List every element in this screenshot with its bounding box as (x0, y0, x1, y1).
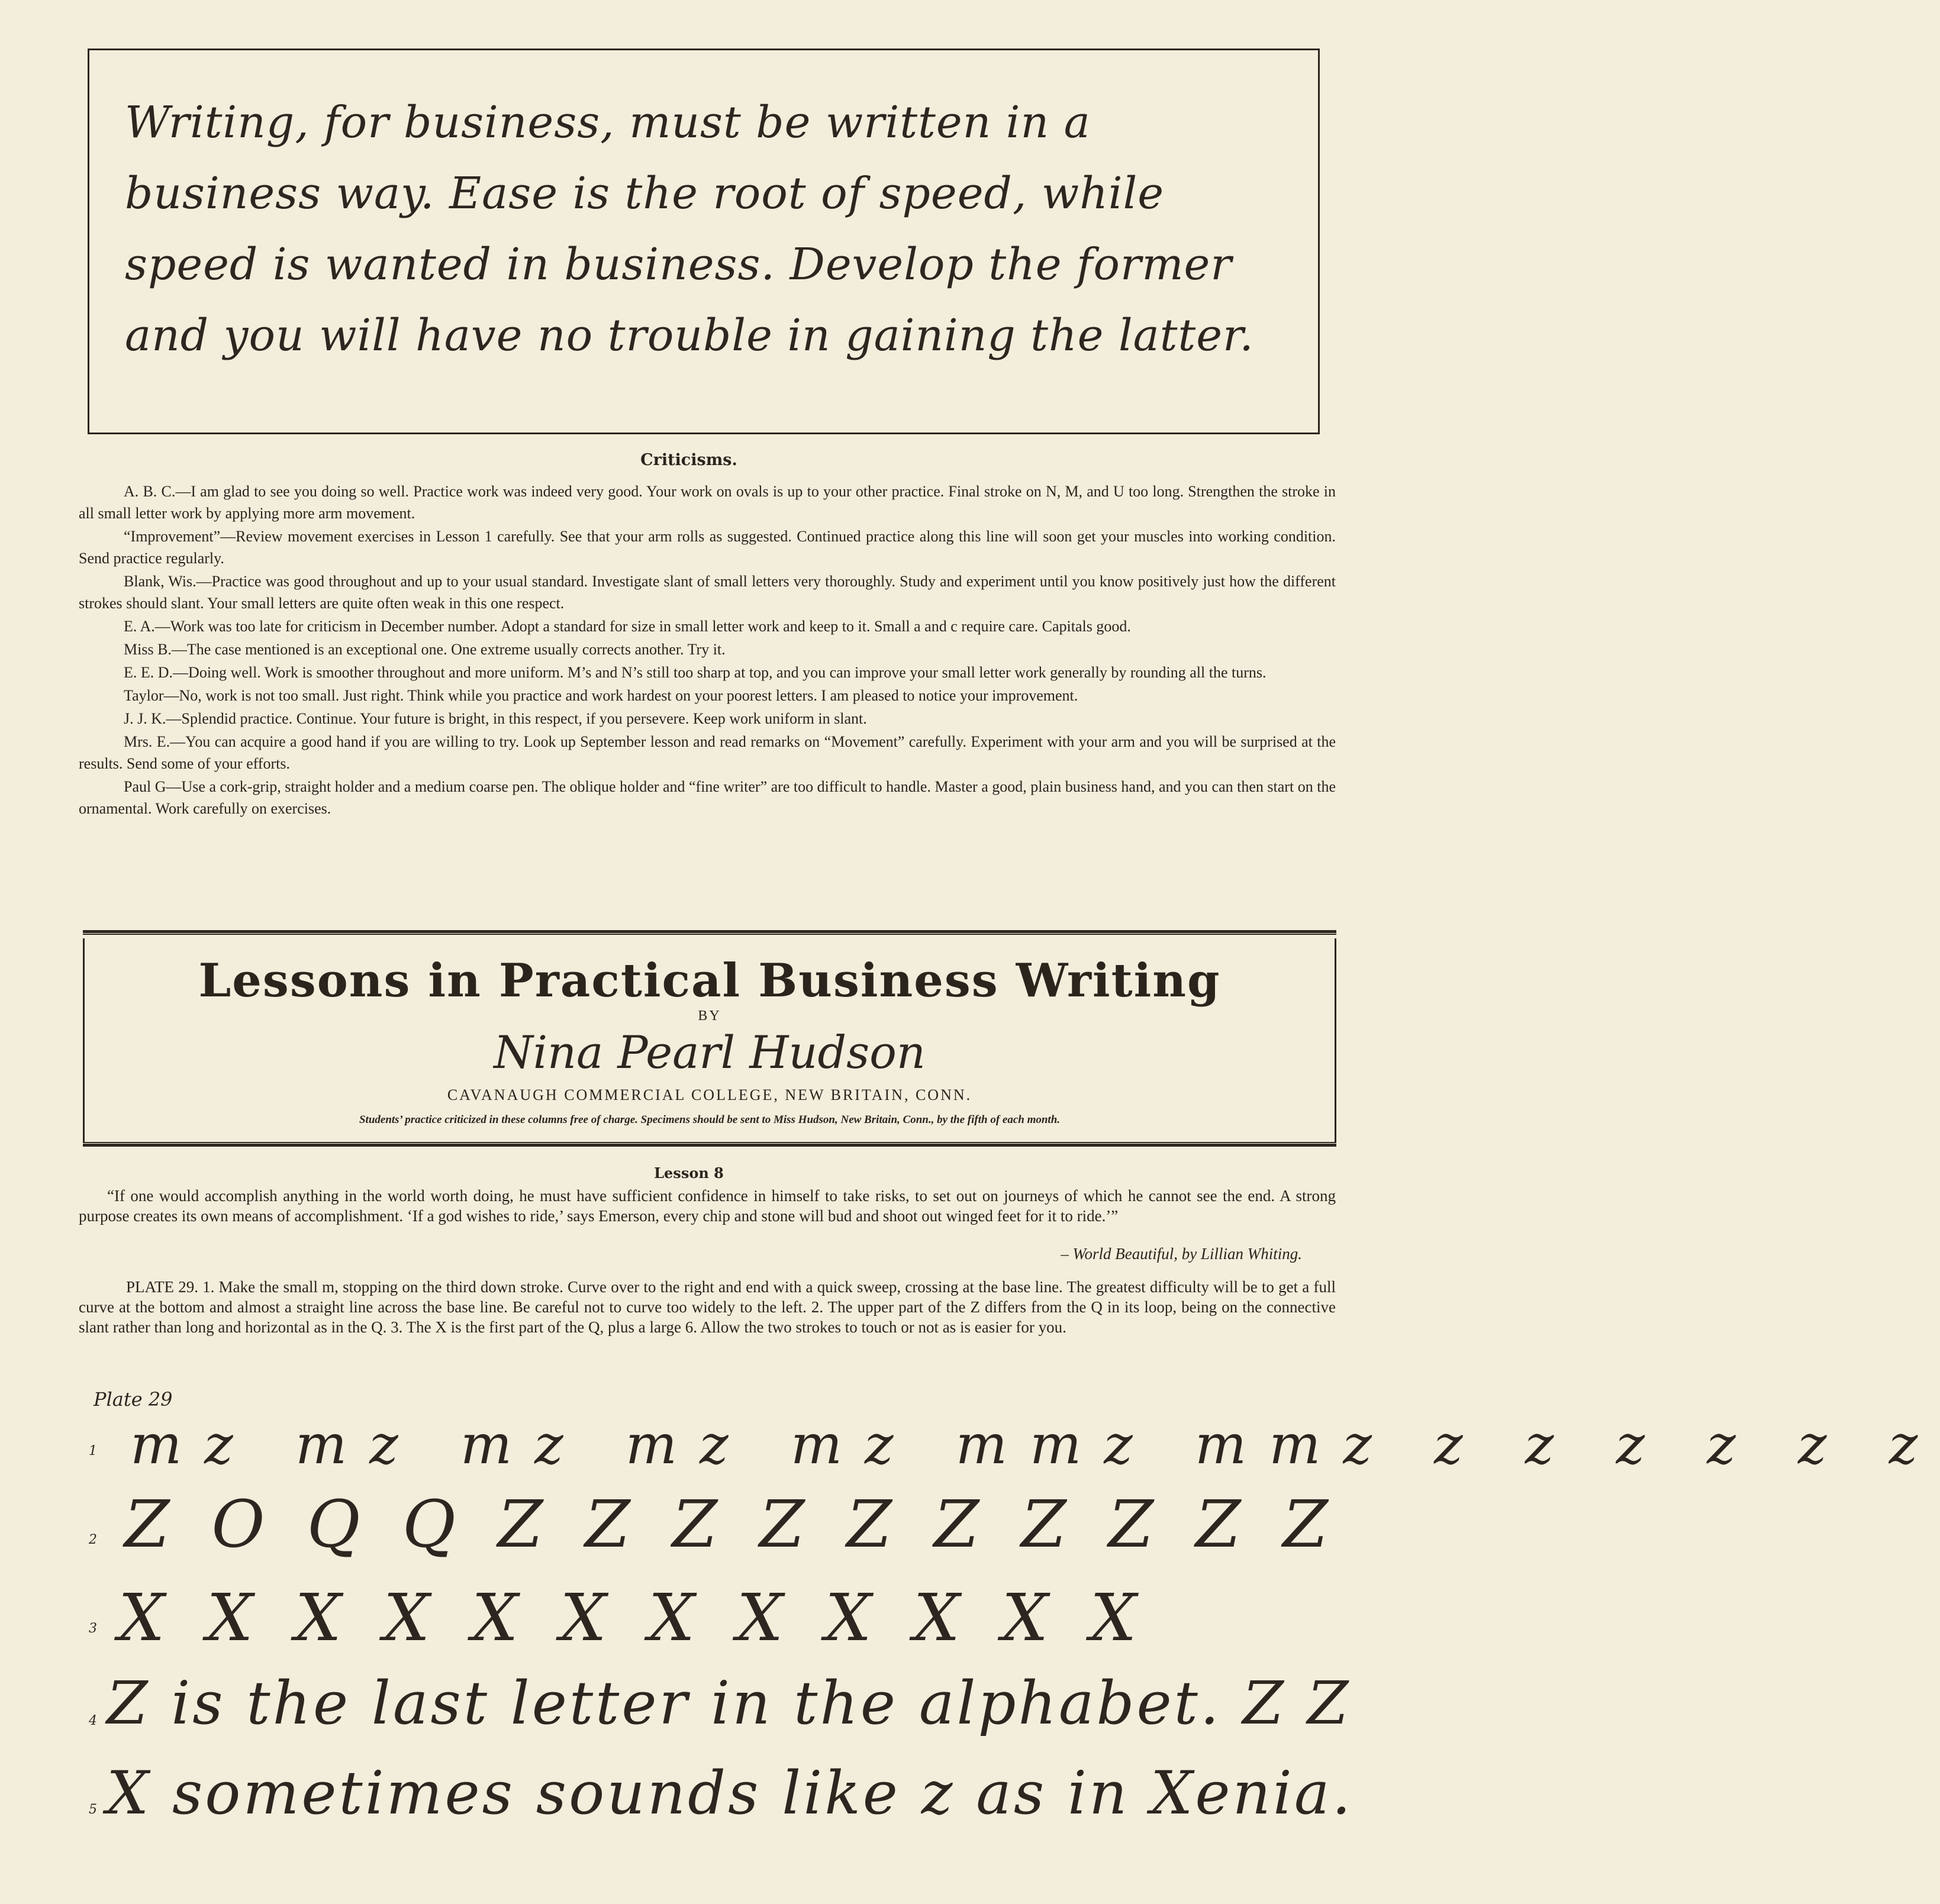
criticism-item: E. E. D.—Doing well. Work is smoother throughout and more uniform. M’s and N’s still too sharp at top, and you can improve your small letter work generally by rounding all the turns. (124, 664, 1267, 681)
specimen-row: X sometimes sounds like z as in Xenia. (107, 1758, 1354, 1828)
header-bottom-rule (83, 1142, 1336, 1147)
row-number: 5 (89, 1802, 97, 1817)
series-title: Lessons in Practical Business Writing (198, 954, 1221, 1008)
criticism-item: “Improvement”—Review movement exercises in Lesson 1 carefully. See that your arm rolls as suggested. Continued practice along this line will soon get your muscles into working condition. Send practice regularly. (79, 528, 1336, 567)
criticisms-list (79, 480, 1336, 821)
byline: BY (698, 1008, 721, 1024)
college-name: CAVANAUGH COMMERCIAL COLLEGE, NEW BRITAIN, CONN. (447, 1086, 972, 1103)
row-number: 3 (89, 1621, 97, 1636)
specimen-row: mz mz mz mz mz mmz mmz z z z z z z (130, 1413, 1940, 1476)
epigraph-attribution: – World Beautiful, by Lillian Whiting. (1061, 1245, 1302, 1263)
criticism-item: J. J. K.—Splendid practice. Continue. Your future is bright, in this respect, if you persevere. Keep work uniform in slant. (124, 710, 867, 727)
lesson-header-box (83, 938, 1336, 1143)
criticism-item: A. B. C.—I am glad to see you doing so well. Practice work was indeed very good. Your work on ovals is up to your other practice. Final stroke on N, M, and U too long. Strengthen the stroke in all small letter work by applying more arm movement. (79, 483, 1336, 522)
specimen-row: Z is the last letter in the alphabet. Z Z (107, 1669, 1351, 1738)
criticism-item: E. A.—Work was too late for criticism in December number. Adopt a standard for size in small letter work and keep to it. Small a and c require care. Capitals good. (124, 618, 1131, 635)
epigraph: “If one would accomplish anything in the world worth doing, he must have sufficient confidence in himself to take risks, to set out on journeys of which he cannot see the end. A strong purpose creates its own means of accomplishment. ‘If a god wishes to ride,’ says Emerson, every chip and stone will bud and shoot out winged feet for it to ride.’” (79, 1187, 1336, 1225)
lesson-heading: Lesson 8 (654, 1164, 724, 1182)
submission-note: Students’ practice criticized in these columns free of charge. Specimens should be sent to Miss Hudson, New Britain, Conn., by the fifth of each month. (359, 1114, 1061, 1126)
criticism-item: Blank, Wis.—Practice was good throughout and up to your usual standard. Investigate slant of small letters very thoroughly. Study and experiment until you know positively just how the different strokes should slant. Your small letters are quite often weak in this one respect. (79, 573, 1336, 612)
plate-instructions: PLATE 29. 1. Make the small m, stopping on the third down stroke. Curve over to the right and end with a quick sweep, crossing at the base line. The greatest difficulty will be to get a full curve at the bottom and almost a straight line across the base line. Be careful not to curve too widely to the left. 2. The upper part of the Z differs from the Q in its loop, being on the connective slant rather than long and horizontal as in the Q. 3. The X is the first part of the Q, plus a large 6. Allow the two strokes to touch or not as is easier for you. (79, 1278, 1336, 1336)
specimen-row: Z O Q Q Z Z Z Z Z Z Z Z Z Z (124, 1486, 1339, 1562)
specimen-row: X X X X X X X X X X X X (118, 1580, 1148, 1655)
row-number: 2 (89, 1532, 97, 1547)
header-top-rule (83, 930, 1336, 935)
row-number: 4 (89, 1713, 97, 1728)
criticism-item: Mrs. E.—You can acquire a good hand if you are willing to try. Look up September lesson and read remarks on “Movement” carefully. Experiment with your arm and you will be surprised at the results. Send some of your efforts. (79, 733, 1336, 772)
plate-label: Plate 29 (94, 1388, 173, 1411)
row-number: 1 (89, 1444, 97, 1458)
handwritten-quote: Writing, for business, must be written in a business way. Ease is the root of speed, while speed is wanted in business. Develop the former and you will have no trouble in gaining the latter. (125, 97, 1254, 361)
author-signature: Nina Pearl Hudson (494, 1026, 926, 1079)
criticism-item: Paul G—Use a cork-grip, straight holder and a medium coarse pen. The oblique holder and “fine writer” are too difficult to handle. Master a good, plain business hand, and you can then start on the ornamental. Work carefully on exercises. (79, 778, 1336, 817)
criticism-item: Taylor—No, work is not too small. Just right. Think while you practice and work hardest on your poorest letters. I am pleased to notice your improvement. (124, 687, 1078, 704)
criticism-item: Miss B.—The case mentioned is an exceptional one. One extreme usually corrects another. Try it. (124, 641, 726, 658)
criticisms-heading: Criticisms. (640, 451, 737, 469)
quote-box (88, 49, 1320, 434)
